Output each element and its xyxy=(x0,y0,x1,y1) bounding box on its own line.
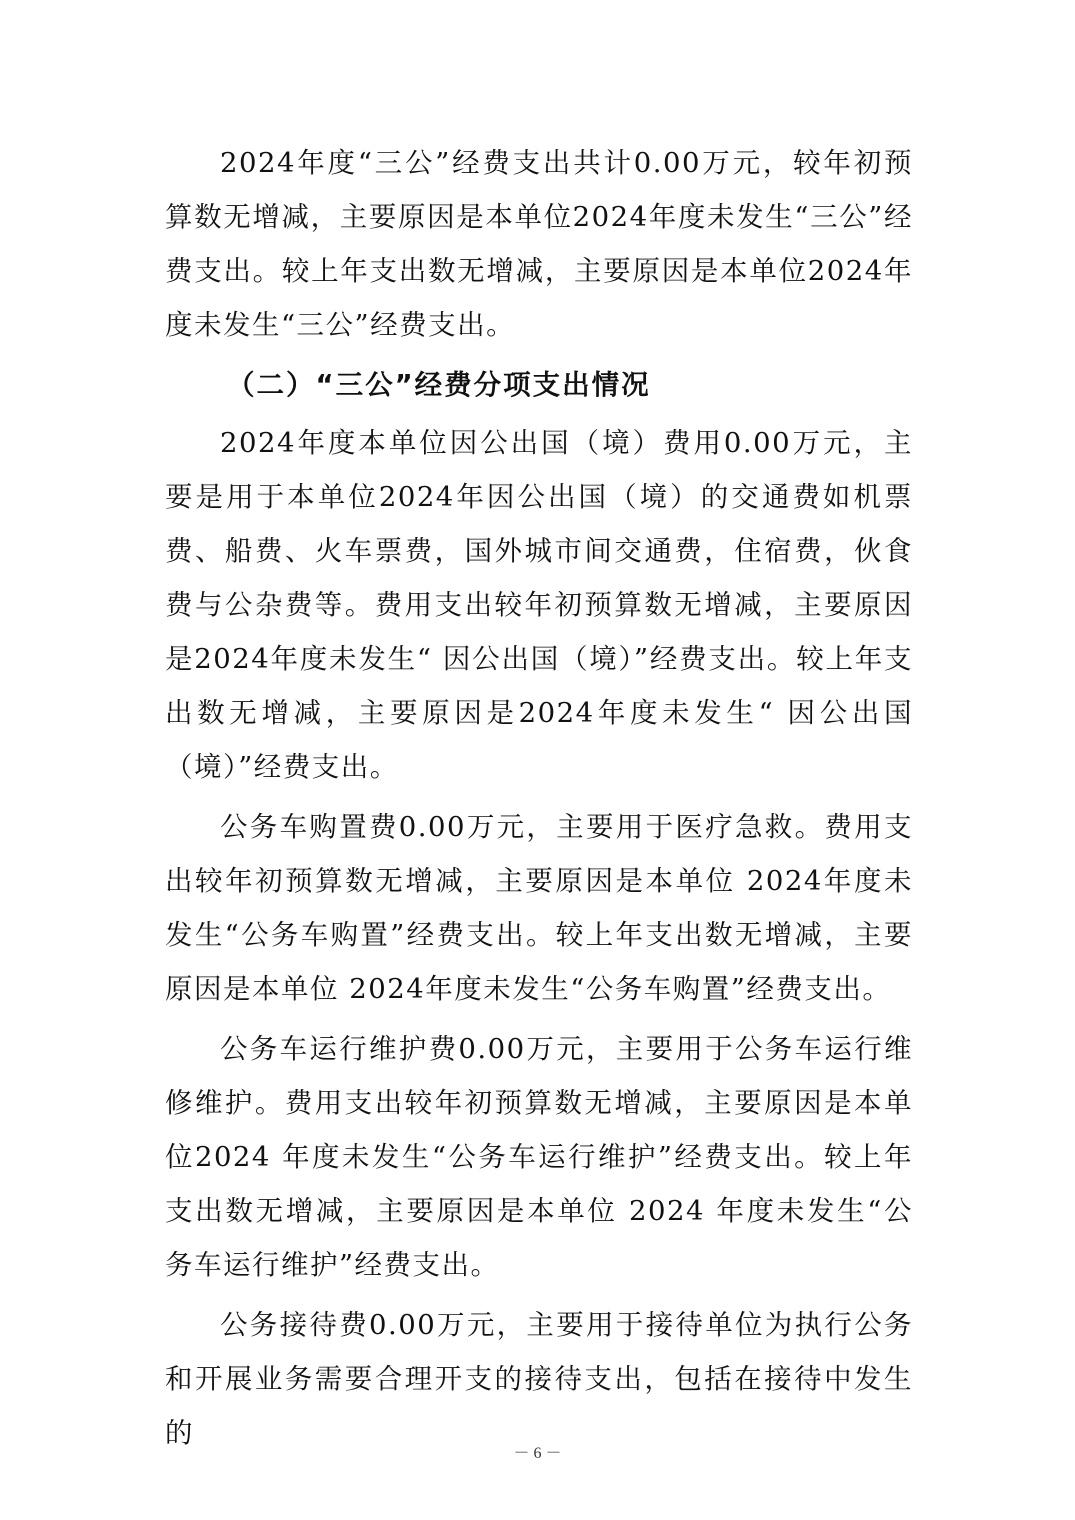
paragraph-vehicle-purchase: 公务车购置费0.00万元，主要用于医疗急救。费用支出较年初预算数无增减，主要原因是本单位 2024年度未发生“公务车购置”经费支出。较上年支出数无增减，主要原因是本单位 2024年度未发生“公务车购置”经费支出。 xyxy=(165,811,913,1005)
paragraph-three-public-total: 2024年度“三公”经费支出共计0.00万元，较年初预算数无增减，主要原因是本单位2024年度未发生“三公”经费支出。较上年支出数无增减，主要原因是本单位2024年度未发生“三公”经费支出。 xyxy=(165,147,913,341)
paragraph-reception: 公务接待费0.00万元，主要用于接待单位为执行公务和开展业务需要合理开支的接待支出，包括在接待中发生的 xyxy=(165,1309,913,1449)
paragraph-overseas-travel: 2024年度本单位因公出国（境）费用0.00万元，主要是用于本单位2024年因公出国（境）的交通费如机票费、船费、火车票费，国外城市间交通费，住宿费，伙食费与公杂费等。费用支出较年初预算数无增减，主要原因是2024年度未发生“ 因公出国（境）”经费支出。较上年支出数无增减，主要原因是2024年度未发生“ 因公出国（境）”经费支出。 xyxy=(165,427,913,783)
paragraph-vehicle-maintenance: 公务车运行维护费0.00万元，主要用于公务车运行维修维护。费用支出较年初预算数无增减，主要原因是本单位2024 年度未发生“公务车运行维护”经费支出。较上年支出数无增减，主要原因是本单位 2024 年度未发生“公务车运行维护”经费支出。 xyxy=(165,1033,913,1281)
page-number: － 6 － xyxy=(513,1445,562,1462)
page-content xyxy=(165,136,913,1460)
section-heading: （二）“三公”经费分项支出情况 xyxy=(227,369,651,401)
